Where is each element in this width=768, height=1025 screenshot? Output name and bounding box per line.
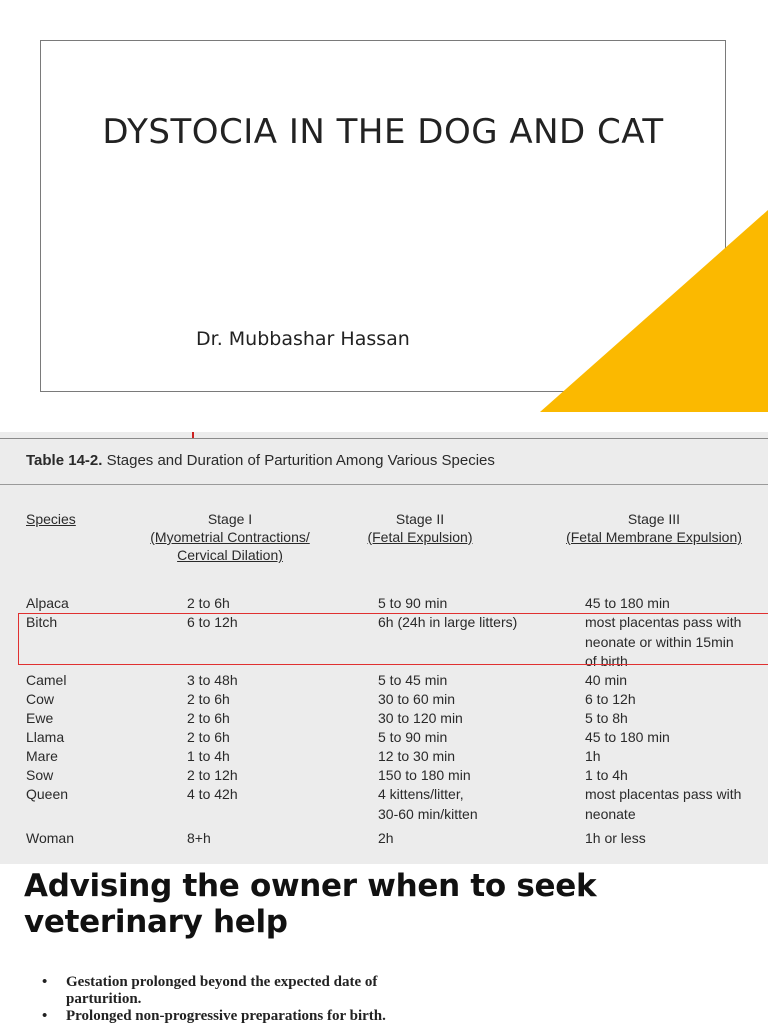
advice-bullet-line: Gestation prolonged beyond the expected date of <box>66 974 378 990</box>
row-stage-3-cont: neonate or within 15min <box>585 634 734 650</box>
row-stage-3: 1h or less <box>585 830 646 846</box>
row-stage-1: 2 to 6h <box>187 595 230 611</box>
row-stage-2: 5 to 90 min <box>378 729 448 745</box>
row-species: Ewe <box>26 710 54 726</box>
row-stage-1: 1 to 4h <box>187 748 230 764</box>
advice-bullet-line: Prolonged non-progressive preparations for birth. <box>66 1008 386 1024</box>
row-species: Bitch <box>26 614 58 630</box>
table-top-rule <box>0 438 768 439</box>
header-species: Species <box>26 511 76 527</box>
row-stage-2-cont: 30-60 min/kitten <box>378 806 478 822</box>
row-stage-2: 30 to 120 min <box>378 710 463 726</box>
slide-title: DYSTOCIA IN THE DOG AND CAT <box>102 112 664 152</box>
header-stage-3 <box>540 510 768 546</box>
advice-heading <box>24 868 754 940</box>
header-stage-1-line1: (Myometrial Contractions/ <box>150 529 310 545</box>
row-stage-3: 1h <box>585 748 601 764</box>
row-stage-2: 12 to 30 min <box>378 748 456 764</box>
accent-triangle <box>540 210 768 412</box>
row-stage-3: most placentas pass with <box>585 614 742 630</box>
row-stage-1: 2 to 12h <box>187 767 238 783</box>
advice-bullet <box>42 1008 746 1025</box>
row-species: Camel <box>26 672 67 688</box>
advice-bullet-line: parturition. <box>66 991 142 1007</box>
row-stage-3: most placentas pass with <box>585 786 742 802</box>
slide-author: Dr. Mubbashar Hassan <box>196 328 410 350</box>
row-stage-3: 45 to 180 min <box>585 729 670 745</box>
row-stage-1: 2 to 6h <box>187 710 230 726</box>
row-stage-3: 1 to 4h <box>585 767 628 783</box>
row-stage-2: 4 kittens/litter, <box>378 786 464 802</box>
advice-heading-line1: Advising the owner when to seek <box>24 868 597 904</box>
row-stage-2: 5 to 90 min <box>378 595 448 611</box>
row-species: Mare <box>26 748 58 764</box>
table-caption-number: Table 14-2. <box>26 452 103 469</box>
row-stage-1: 6 to 12h <box>187 614 238 630</box>
row-stage-2: 30 to 60 min <box>378 691 456 707</box>
row-stage-3: 40 min <box>585 672 628 688</box>
table-header-rule <box>0 484 768 485</box>
row-stage-3-cont: of birth <box>585 653 628 669</box>
table-caption-text: Stages and Duration of Parturition Among Various Species <box>102 452 495 469</box>
row-species: Cow <box>26 691 55 707</box>
advice-bullet <box>42 974 746 1008</box>
row-stage-2: 2h <box>378 830 394 846</box>
header-stage-1 <box>110 510 350 564</box>
header-stage-2 <box>340 510 500 546</box>
header-stage-2-line1: (Fetal Expulsion) <box>367 529 473 545</box>
row-stage-3: 5 to 8h <box>585 710 628 726</box>
bullet-dot-icon: • <box>42 1008 48 1024</box>
bullet-dot-icon: • <box>42 974 48 990</box>
header-stage-3-line1: (Fetal Membrane Expulsion) <box>566 529 742 545</box>
row-stage-2: 6h (24h in large litters) <box>378 614 518 630</box>
table-caption <box>26 452 495 469</box>
parturition-table-scan <box>0 432 768 864</box>
row-species: Sow <box>26 767 54 783</box>
row-stage-3-cont: neonate <box>585 806 636 822</box>
header-stage-2-title: Stage II <box>395 511 445 527</box>
row-stage-2: 5 to 45 min <box>378 672 448 688</box>
row-stage-1: 2 to 6h <box>187 691 230 707</box>
row-stage-1: 4 to 42h <box>187 786 238 802</box>
row-stage-1: 3 to 48h <box>187 672 238 688</box>
title-slide <box>0 0 768 418</box>
header-stage-1-line2: Cervical Dilation) <box>177 547 283 563</box>
row-species: Llama <box>26 729 65 745</box>
header-stage-3-title: Stage III <box>627 511 681 527</box>
row-species: Queen <box>26 786 69 802</box>
row-species: Woman <box>26 830 74 846</box>
row-stage-1: 2 to 6h <box>187 729 230 745</box>
row-stage-1: 8+h <box>187 830 211 846</box>
row-stage-2: 150 to 180 min <box>378 767 471 783</box>
advice-heading-line2: veterinary help <box>24 904 288 940</box>
row-species: Alpaca <box>26 595 69 611</box>
scan-mark <box>192 432 194 438</box>
bitch-row-highlight <box>18 613 768 665</box>
row-stage-3: 6 to 12h <box>585 691 636 707</box>
header-stage-1-title: Stage I <box>207 511 253 527</box>
row-stage-3: 45 to 180 min <box>585 595 670 611</box>
